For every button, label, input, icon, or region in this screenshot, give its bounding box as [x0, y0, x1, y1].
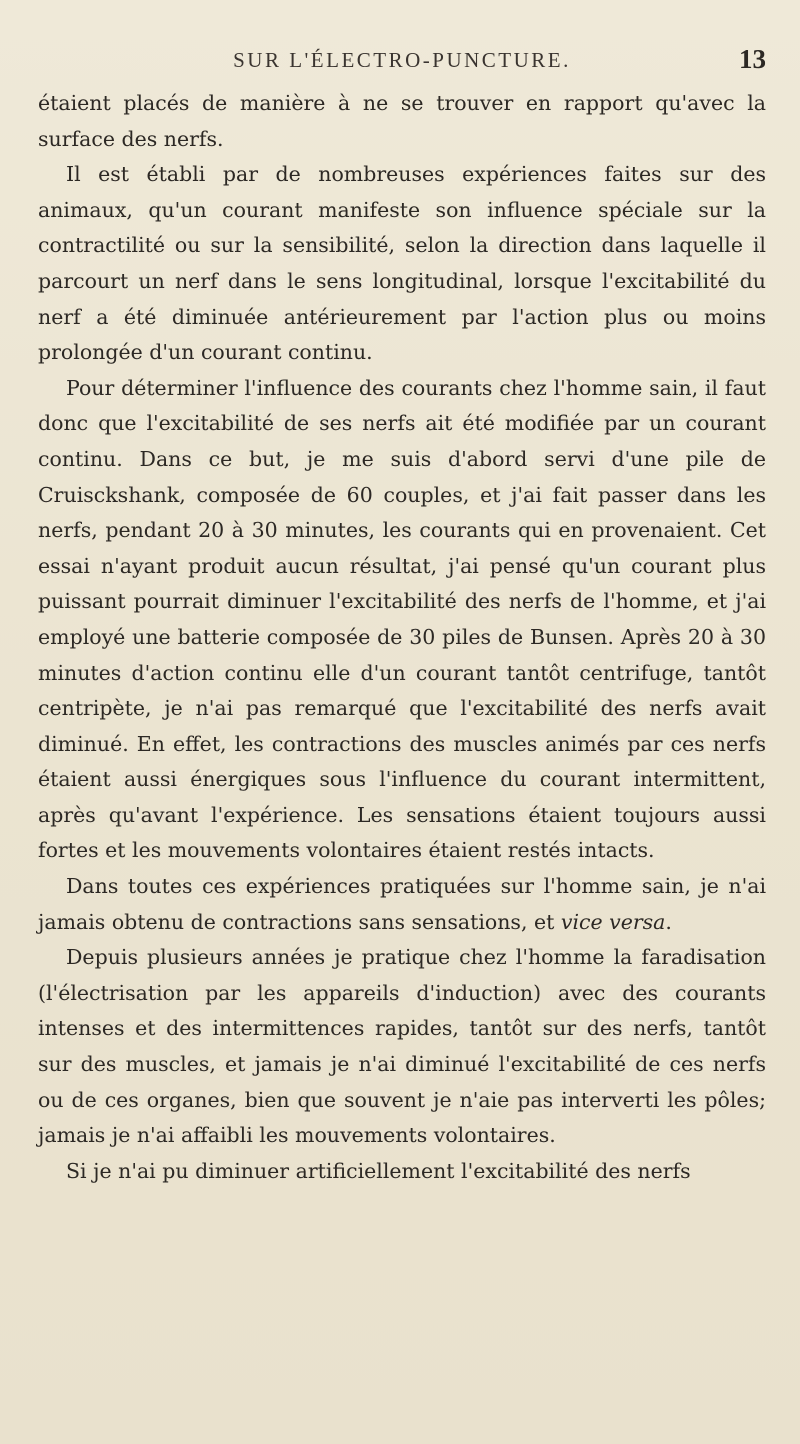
paragraph-healthy-man: Pour déterminer l'influence des courants chez l'homme sain, il faut donc que l'excitabilité de ses nerfs ait été modifiée par un courant continu. Dans ce but, je me suis d'abord servi d'une pile de Cruisckshank, composée de 60 couples, et j'ai fait passer dans les nerfs, pendant 20 à 30 minutes, les courants qui en provenaient. Cet essai n'ayant produit aucun résultat, j'ai pensé qu'un courant plus puissant pourrait diminuer l'excitabilité des nerfs de l'homme, et j'ai employé une batterie composée de 30 piles de Bunsen. Après 20 à 30 minutes d'action continu elle d'un courant tantôt centrifuge, tantôt centripète, je n'ai pas remarqué que l'excitabilité des nerfs avait diminué. En effet, les contractions des muscles animés par ces nerfs étaient aussi énergiques sous l'influence du courant intermittent, après qu'avant l'expérience. Les sensations étaient toujours aussi fortes et les mouvements volontaires étaient restés intacts.	[38, 375, 766, 863]
paragraph-faradisation: Depuis plusieurs années je pratique chez l'homme la faradisation (l'électrisation par les appareils d'induction) avec des courants intenses et des intermittences rapides, tantôt sur des nerfs, tantôt sur des muscles, et jamais je n'ai diminué l'excitabilité de ces nerfs ou de ces organes, bien que souvent je n'aie pas interverti les pôles; jamais je n'ai affaibli les mouvements volontaires.	[38, 945, 766, 1148]
italic-phrase: vice versa	[560, 909, 666, 934]
body-text	[38, 86, 766, 1189]
page-number: 13	[739, 44, 766, 74]
paragraph-experiments-text: Dans toutes ces expériences pratiquées sur l'homme sain, je n'ai jamais obtenu de contractions sans sensations, et	[38, 874, 766, 934]
paragraph-continuation: étaient placés de manière à ne se trouver en rapport qu'avec la surface des nerfs.	[38, 91, 766, 151]
paragraph-experiments-summary: Dans toutes ces expériences pratiquées sur l'homme sain, je n'ai jamais obtenu de contractions sans sensations, et vice versa.	[38, 874, 766, 934]
running-title: SUR L'ÉLECTRO-PUNCTURE.	[233, 48, 571, 72]
page-header	[38, 44, 766, 84]
paragraph-nerve-experiments: Il est établi par de nombreuses expériences faites sur des animaux, qu'un courant manifeste son influence spéciale sur la contractilité ou sur la sensibilité, selon la direction dans laquelle il parcourt un nerf dans le sens longitudinal, lorsque l'excitabilité du nerf a été diminuée antérieurement par l'action plus ou moins prolongée d'un courant continu.	[38, 162, 766, 365]
paragraph-final: Si je n'ai pu diminuer artificiellement l'excitabilité des nerfs	[66, 1158, 691, 1183]
